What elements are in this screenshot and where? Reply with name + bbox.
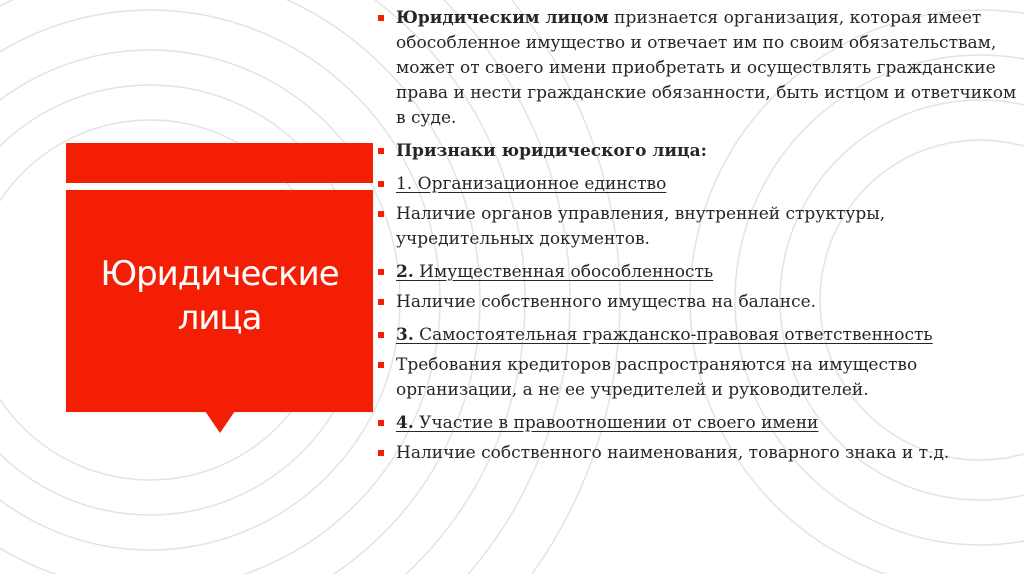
list-item-feature-3-desc bbox=[378, 353, 1018, 403]
feature-4-text: Участие в правоотношении от своего имени bbox=[413, 413, 819, 433]
feature-4-number: 4. bbox=[396, 413, 414, 433]
square-bullet-icon bbox=[378, 450, 384, 456]
list-item-feature-2 bbox=[378, 260, 1018, 285]
features-heading: Признаки юридического лица: bbox=[396, 141, 707, 161]
list-item-feature-2-desc bbox=[378, 290, 1018, 315]
list-item-feature-4 bbox=[378, 411, 1018, 436]
square-bullet-icon bbox=[378, 269, 384, 275]
square-bullet-icon bbox=[378, 362, 384, 368]
feature-3-text: Самостоятельная гражданско-правовая ответственность bbox=[413, 325, 933, 345]
bullet-list bbox=[378, 6, 1018, 474]
definition-text: признается организация, которая имеет обособленное имущество и отвечает им по своим обязательствам, может от своего имени приобретать и осуществлять гражданские права и нести гражданские обязанности, быть истцом и ответчиком в суде. bbox=[396, 8, 1017, 128]
feature-3-title bbox=[396, 325, 933, 345]
list-item-feature-1 bbox=[378, 172, 1018, 197]
square-bullet-icon bbox=[378, 332, 384, 338]
feature-3-description: Требования кредиторов распространяются на имущество организации, а не ее учредителей и руководителей. bbox=[396, 355, 918, 400]
definition-term: Юридическим лицом bbox=[396, 8, 609, 28]
list-item-feature-1-desc bbox=[378, 202, 1018, 252]
square-bullet-icon bbox=[378, 15, 384, 21]
feature-2-text: Имущественная обособленность bbox=[413, 262, 714, 282]
title-pointer-arrow bbox=[205, 411, 235, 433]
square-bullet-icon bbox=[378, 148, 384, 154]
slide-title-line-2: лица bbox=[177, 298, 262, 338]
list-item-feature-3 bbox=[378, 323, 1018, 348]
feature-2-number: 2. bbox=[396, 262, 414, 282]
list-item-features-heading bbox=[378, 139, 1018, 164]
slide-title-line-1: Юридические bbox=[100, 254, 339, 294]
title-accent-bar bbox=[66, 143, 373, 183]
list-item-feature-4-desc bbox=[378, 441, 1018, 466]
feature-2-title bbox=[396, 262, 713, 282]
feature-2-description: Наличие собственного имущества на балансе. bbox=[396, 292, 817, 312]
feature-4-title bbox=[396, 413, 818, 433]
list-item-definition bbox=[378, 6, 1018, 131]
feature-1-description: Наличие органов управления, внутренней структуры, учредительных документов. bbox=[396, 204, 886, 249]
feature-1-title bbox=[396, 174, 666, 194]
square-bullet-icon bbox=[378, 420, 384, 426]
square-bullet-icon bbox=[378, 211, 384, 217]
square-bullet-icon bbox=[378, 299, 384, 305]
title-box bbox=[66, 190, 373, 412]
feature-3-number: 3. bbox=[396, 325, 414, 345]
feature-4-description: Наличие собственного наименования, товарного знака и т.д. bbox=[396, 443, 950, 463]
feature-1-text: Организационное единство bbox=[412, 174, 667, 194]
slide-title bbox=[66, 252, 373, 340]
square-bullet-icon bbox=[378, 181, 384, 187]
feature-1-number: 1. bbox=[396, 174, 413, 194]
